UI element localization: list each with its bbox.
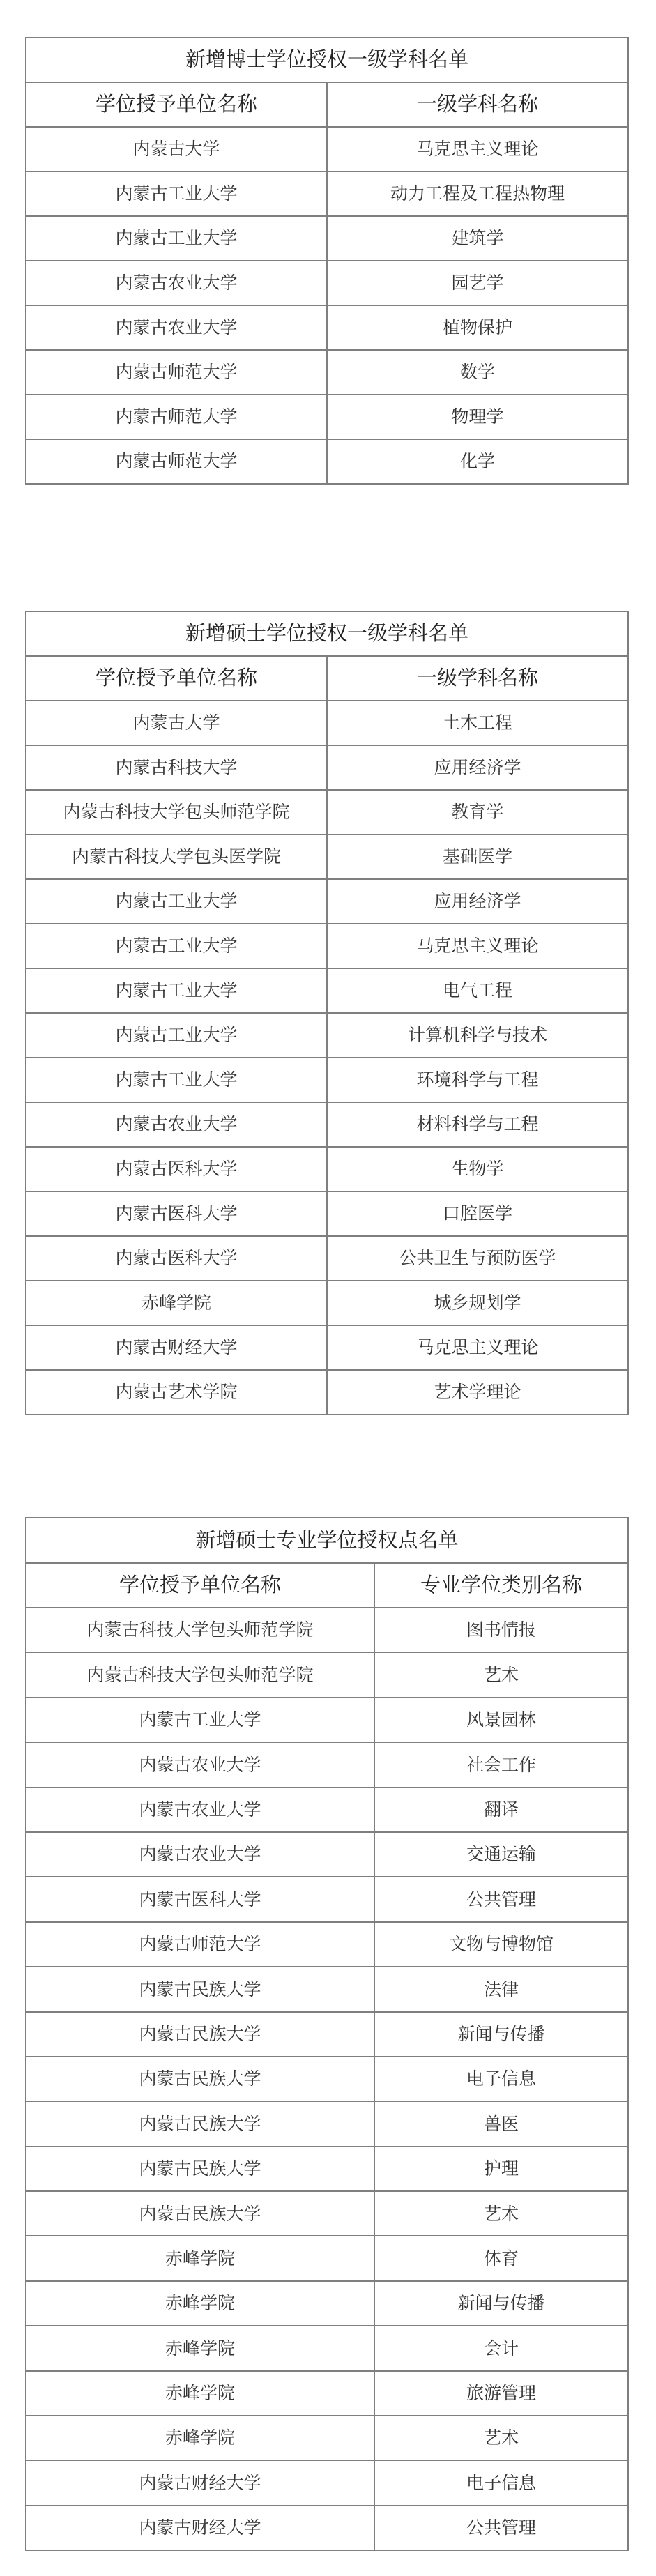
discipline-cell: 社会工作	[374, 1742, 628, 1787]
table-row	[26, 1877, 628, 1921]
discipline-cell: 马克思主义理论	[327, 127, 628, 172]
table-row	[26, 924, 628, 968]
discipline-cell: 新闻与传播	[374, 2281, 628, 2326]
institution-cell: 内蒙古农业大学	[26, 305, 327, 350]
discipline-cell: 翻译	[374, 1788, 628, 1832]
institution-cell: 内蒙古民族大学	[26, 2057, 374, 2101]
discipline-cell: 口腔医学	[327, 1191, 628, 1236]
institution-cell: 内蒙古工业大学	[26, 879, 327, 924]
discipline-cell: 园艺学	[327, 261, 628, 305]
table-row	[26, 216, 628, 261]
institution-cell: 内蒙古师范大学	[26, 350, 327, 395]
column-header-institution: 学位授予单位名称	[26, 656, 327, 701]
institution-cell: 内蒙古科技大学包头师范学院	[26, 790, 327, 834]
table-row	[26, 1325, 628, 1370]
institution-cell: 内蒙古工业大学	[26, 172, 327, 216]
institution-cell: 赤峰学院	[26, 2416, 374, 2460]
column-header-institution: 学位授予单位名称	[26, 82, 327, 127]
table-row	[26, 1742, 628, 1787]
table-row	[26, 2416, 628, 2460]
discipline-cell: 交通运输	[374, 1832, 628, 1877]
table-row	[26, 2057, 628, 2101]
discipline-cell: 艺术学理论	[327, 1370, 628, 1415]
institution-cell: 内蒙古财经大学	[26, 2506, 374, 2550]
institution-cell: 内蒙古民族大学	[26, 2147, 374, 2191]
table-row	[26, 395, 628, 439]
institution-cell: 赤峰学院	[26, 2281, 374, 2326]
table-row	[26, 2101, 628, 2146]
discipline-cell: 体育	[374, 2236, 628, 2280]
professional-master-table	[25, 1517, 629, 2551]
institution-cell: 内蒙古大学	[26, 701, 327, 745]
table-row	[26, 1652, 628, 1697]
table-row	[26, 1370, 628, 1415]
discipline-cell: 马克思主义理论	[327, 1325, 628, 1370]
table-row	[26, 305, 628, 350]
institution-cell: 内蒙古艺术学院	[26, 1370, 327, 1415]
discipline-cell: 材料科学与工程	[327, 1102, 628, 1147]
table-title: 新增硕士学位授权一级学科名单	[26, 611, 628, 656]
discipline-cell: 物理学	[327, 395, 628, 439]
table-row	[26, 2371, 628, 2416]
institution-cell: 内蒙古科技大学包头师范学院	[26, 1608, 374, 1652]
table-row	[26, 1608, 628, 1652]
institution-cell: 内蒙古科技大学包头医学院	[26, 834, 327, 879]
institution-cell: 内蒙古医科大学	[26, 1191, 327, 1236]
discipline-cell: 旅游管理	[374, 2371, 628, 2416]
institution-cell: 内蒙古科技大学	[26, 745, 327, 790]
discipline-cell: 植物保护	[327, 305, 628, 350]
table-row	[26, 1922, 628, 1967]
institution-cell: 内蒙古医科大学	[26, 1877, 374, 1921]
institution-cell: 赤峰学院	[26, 2236, 374, 2280]
institution-cell: 内蒙古民族大学	[26, 1967, 374, 2011]
table-row	[26, 745, 628, 790]
discipline-cell: 计算机科学与技术	[327, 1013, 628, 1058]
table-row	[26, 968, 628, 1013]
institution-cell: 内蒙古财经大学	[26, 1325, 327, 1370]
table-row	[26, 2236, 628, 2280]
table-row	[26, 790, 628, 834]
discipline-cell: 会计	[374, 2326, 628, 2370]
discipline-cell: 应用经济学	[327, 745, 628, 790]
table-row	[26, 1013, 628, 1058]
institution-cell: 内蒙古农业大学	[26, 1742, 374, 1787]
table-row	[26, 439, 628, 484]
institution-cell: 内蒙古师范大学	[26, 395, 327, 439]
table-row	[26, 350, 628, 395]
discipline-cell: 风景园林	[374, 1698, 628, 1742]
institution-cell: 赤峰学院	[26, 1281, 327, 1325]
discipline-cell: 电气工程	[327, 968, 628, 1013]
table-title: 新增博士学位授权一级学科名单	[26, 38, 628, 82]
table-row	[26, 2506, 628, 2550]
discipline-cell: 化学	[327, 439, 628, 484]
institution-cell: 内蒙古师范大学	[26, 439, 327, 484]
discipline-cell: 城乡规划学	[327, 1281, 628, 1325]
institution-cell: 内蒙古农业大学	[26, 1832, 374, 1877]
table-title: 新增硕士专业学位授权点名单	[26, 1518, 628, 1563]
discipline-cell: 电子信息	[374, 2057, 628, 2101]
discipline-cell: 艺术	[374, 2191, 628, 2236]
discipline-cell: 文物与博物馆	[374, 1922, 628, 1967]
institution-cell: 内蒙古师范大学	[26, 1922, 374, 1967]
discipline-cell: 马克思主义理论	[327, 924, 628, 968]
table-row	[26, 1147, 628, 1191]
institution-cell: 赤峰学院	[26, 2371, 374, 2416]
table-row	[26, 1058, 628, 1102]
table-row	[26, 834, 628, 879]
institution-cell: 内蒙古农业大学	[26, 1102, 327, 1147]
table-row	[26, 127, 628, 172]
table-row	[26, 1191, 628, 1236]
discipline-cell: 公共卫生与预防医学	[327, 1236, 628, 1281]
discipline-cell: 教育学	[327, 790, 628, 834]
institution-cell: 内蒙古工业大学	[26, 1058, 327, 1102]
discipline-cell: 图书情报	[374, 1608, 628, 1652]
institution-cell: 内蒙古科技大学包头师范学院	[26, 1652, 374, 1697]
column-header-discipline: 一级学科名称	[327, 82, 628, 127]
table-row	[26, 1788, 628, 1832]
institution-cell: 内蒙古民族大学	[26, 2101, 374, 2146]
institution-cell: 内蒙古医科大学	[26, 1147, 327, 1191]
institution-cell: 内蒙古农业大学	[26, 261, 327, 305]
discipline-cell: 艺术	[374, 1652, 628, 1697]
discipline-cell: 护理	[374, 2147, 628, 2191]
column-header-discipline: 一级学科名称	[327, 656, 628, 701]
institution-cell: 内蒙古民族大学	[26, 2191, 374, 2236]
column-header-degree-category: 专业学位类别名称	[374, 1563, 628, 1608]
table-row	[26, 701, 628, 745]
doctoral-discipline-table	[25, 37, 629, 485]
discipline-cell: 基础医学	[327, 834, 628, 879]
institution-cell: 内蒙古工业大学	[26, 216, 327, 261]
table-row	[26, 2191, 628, 2236]
institution-cell: 内蒙古工业大学	[26, 924, 327, 968]
table-row	[26, 1102, 628, 1147]
table-row	[26, 1967, 628, 2011]
discipline-cell: 电子信息	[374, 2460, 628, 2505]
table-row	[26, 2147, 628, 2191]
institution-cell: 内蒙古大学	[26, 127, 327, 172]
table-row	[26, 1698, 628, 1742]
institution-cell: 赤峰学院	[26, 2326, 374, 2370]
institution-cell: 内蒙古工业大学	[26, 968, 327, 1013]
discipline-cell: 环境科学与工程	[327, 1058, 628, 1102]
institution-cell: 内蒙古财经大学	[26, 2460, 374, 2505]
table-row	[26, 2460, 628, 2505]
discipline-cell: 土木工程	[327, 701, 628, 745]
discipline-cell: 艺术	[374, 2416, 628, 2460]
table-row	[26, 2012, 628, 2057]
institution-cell: 内蒙古医科大学	[26, 1236, 327, 1281]
discipline-cell: 生物学	[327, 1147, 628, 1191]
table-row	[26, 1281, 628, 1325]
table-row	[26, 172, 628, 216]
institution-cell: 内蒙古民族大学	[26, 2012, 374, 2057]
table-row	[26, 2326, 628, 2370]
discipline-cell: 数学	[327, 350, 628, 395]
institution-cell: 内蒙古农业大学	[26, 1788, 374, 1832]
discipline-cell: 公共管理	[374, 1877, 628, 1921]
discipline-cell: 法律	[374, 1967, 628, 2011]
column-header-institution: 学位授予单位名称	[26, 1563, 374, 1608]
table-row	[26, 879, 628, 924]
discipline-cell: 动力工程及工程热物理	[327, 172, 628, 216]
table-row	[26, 261, 628, 305]
discipline-cell: 建筑学	[327, 216, 628, 261]
table-row	[26, 2281, 628, 2326]
discipline-cell: 新闻与传播	[374, 2012, 628, 2057]
master-discipline-table	[25, 611, 629, 1415]
institution-cell: 内蒙古工业大学	[26, 1698, 374, 1742]
discipline-cell: 兽医	[374, 2101, 628, 2146]
discipline-cell: 公共管理	[374, 2506, 628, 2550]
table-row	[26, 1236, 628, 1281]
table-row	[26, 1832, 628, 1877]
discipline-cell: 应用经济学	[327, 879, 628, 924]
institution-cell: 内蒙古工业大学	[26, 1013, 327, 1058]
